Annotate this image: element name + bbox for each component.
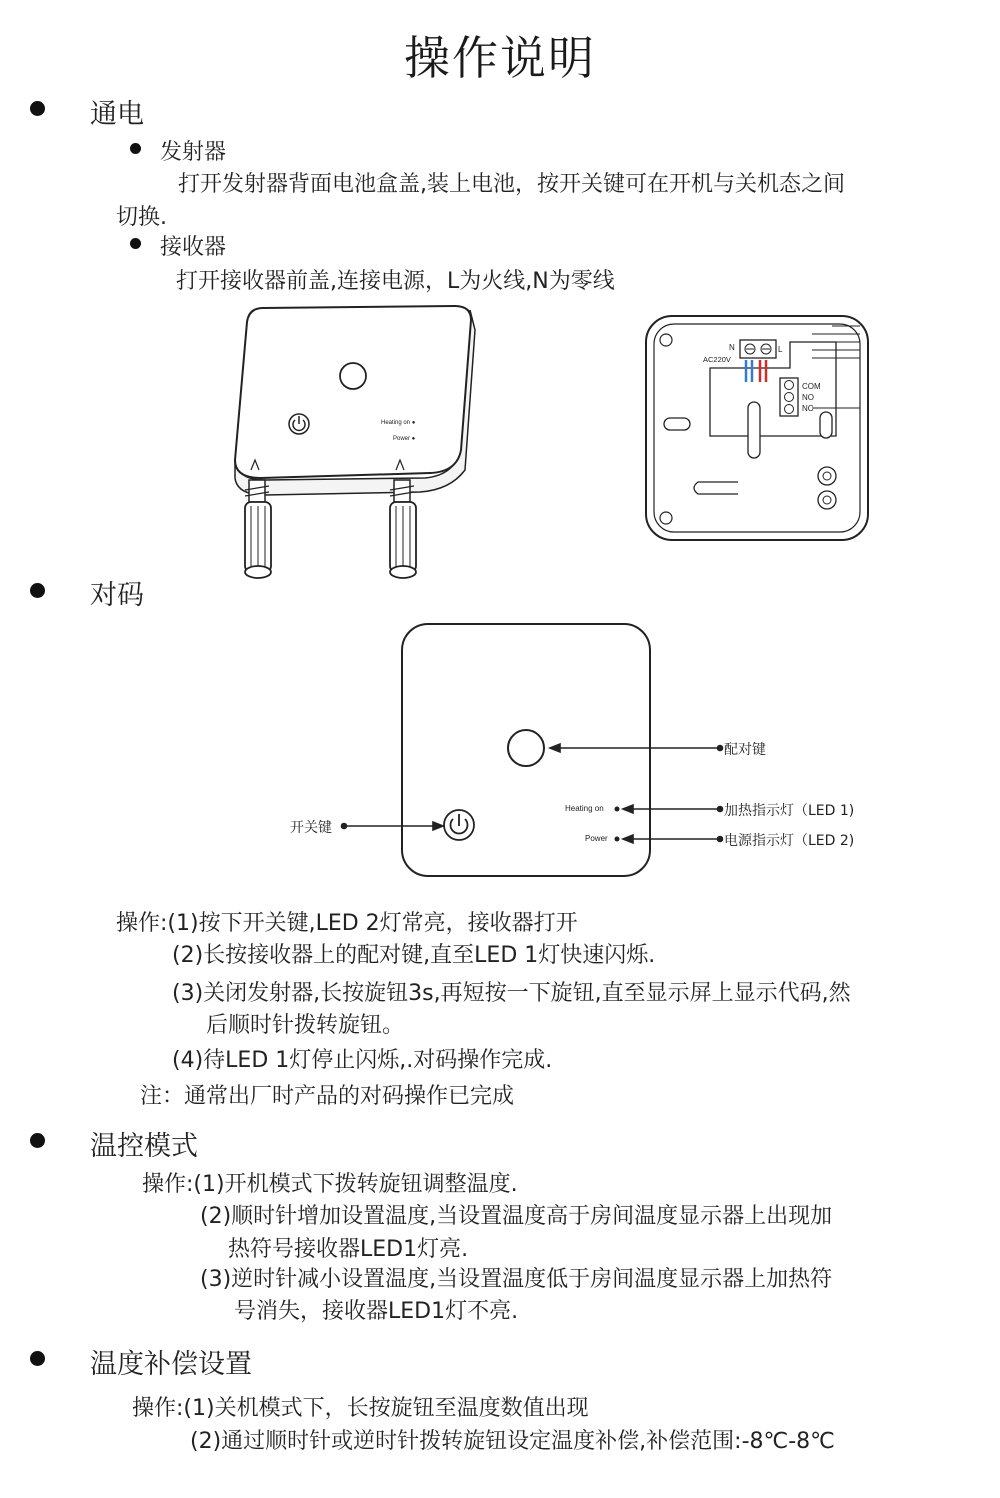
svg-text:Power ●: Power ●	[393, 436, 416, 442]
switch-key-label: 开关键	[290, 820, 332, 836]
pairing-note: 注：通常出厂时产品的对码操作已完成	[140, 1084, 515, 1109]
voltage-label: AC220V	[703, 355, 731, 364]
pairing-step: (4)待LED 1灯停止闪烁,.对码操作完成.	[172, 1048, 553, 1073]
section-bullet	[30, 1133, 45, 1148]
sub-heading-receiver: 接收器	[160, 235, 227, 260]
receiver-front-illustration	[225, 300, 490, 585]
section-heading-pairing: 对码	[90, 580, 144, 611]
section-heading-temp-mode: 温控模式	[90, 1131, 198, 1162]
temp-mode-step: 热符号接收器LED1灯亮.	[228, 1237, 469, 1262]
power-led-label: 电源指示灯（LED 2)	[724, 833, 855, 849]
temp-mode-step: 号消失，接收器LED1灯不亮.	[234, 1299, 519, 1324]
heating-led-label: 加热指示灯（LED 1)	[724, 803, 855, 819]
terminal-no-label: NO	[802, 393, 814, 402]
temp-mode-step: (3)逆时针减小设置温度,当设置温度低于房间温度显示器上加热符	[200, 1267, 833, 1292]
svg-text:Heating on ●: Heating on ●	[381, 420, 416, 426]
terminal-nc-label: NC	[802, 404, 814, 413]
section-bullet	[30, 583, 45, 598]
section-bullet	[30, 1351, 45, 1366]
heating-on-text: Heating on	[565, 804, 604, 813]
pairing-step: (3)关闭发射器,长按旋钮3s,再短按一下旋钮,直至显示屏上显示代码,然	[172, 981, 851, 1006]
temp-mode-step: (2)顺时针增加设置温度,当设置温度高于房间温度显示器上出现加	[200, 1204, 833, 1229]
terminal-com-label: COM	[802, 382, 821, 391]
transmitter-text-line1: 打开发射器背面电池盒盖,装上电池，按开关键可在开机与关机态之间	[178, 172, 845, 197]
receiver-wiring-illustration	[640, 312, 875, 547]
section-bullet	[30, 101, 45, 116]
section-heading-temp-comp: 温度补偿设置	[90, 1349, 252, 1380]
sub-heading-transmitter: 发射器	[160, 140, 227, 165]
sub-bullet	[130, 238, 141, 249]
terminal-n-label: N	[729, 343, 735, 352]
temp-mode-step: 操作:(1)开机模式下拨转旋钮调整温度.	[142, 1172, 518, 1197]
transmitter-text-line2: 切换.	[116, 205, 167, 230]
pair-key-label: 配对键	[724, 742, 766, 758]
terminal-l-label: L	[778, 345, 783, 354]
pairing-step: 操作:(1)按下开关键,LED 2灯常亮，接收器打开	[116, 911, 578, 936]
power-text: Power	[585, 834, 608, 843]
sub-bullet	[130, 143, 141, 154]
page-title: 操作说明	[404, 31, 596, 85]
temp-comp-step: (2)通过顺时针或逆时针拨转旋钮设定温度补偿,补偿范围:-8℃-8℃	[190, 1429, 835, 1454]
power-button-icon	[444, 810, 474, 840]
temp-comp-step: 操作:(1)关机模式下，长按旋钮至温度数值出现	[132, 1396, 589, 1421]
receiver-text-line1: 打开接收器前盖,连接电源，L为火线,N为零线	[176, 269, 615, 294]
pairing-step: 后顺时针拨转旋钮。	[206, 1013, 405, 1038]
pairing-step: (2)长按接收器上的配对键,直至LED 1灯快速闪烁.	[172, 943, 656, 968]
section-heading-power: 通电	[90, 99, 144, 130]
pair-key-icon	[508, 730, 544, 766]
